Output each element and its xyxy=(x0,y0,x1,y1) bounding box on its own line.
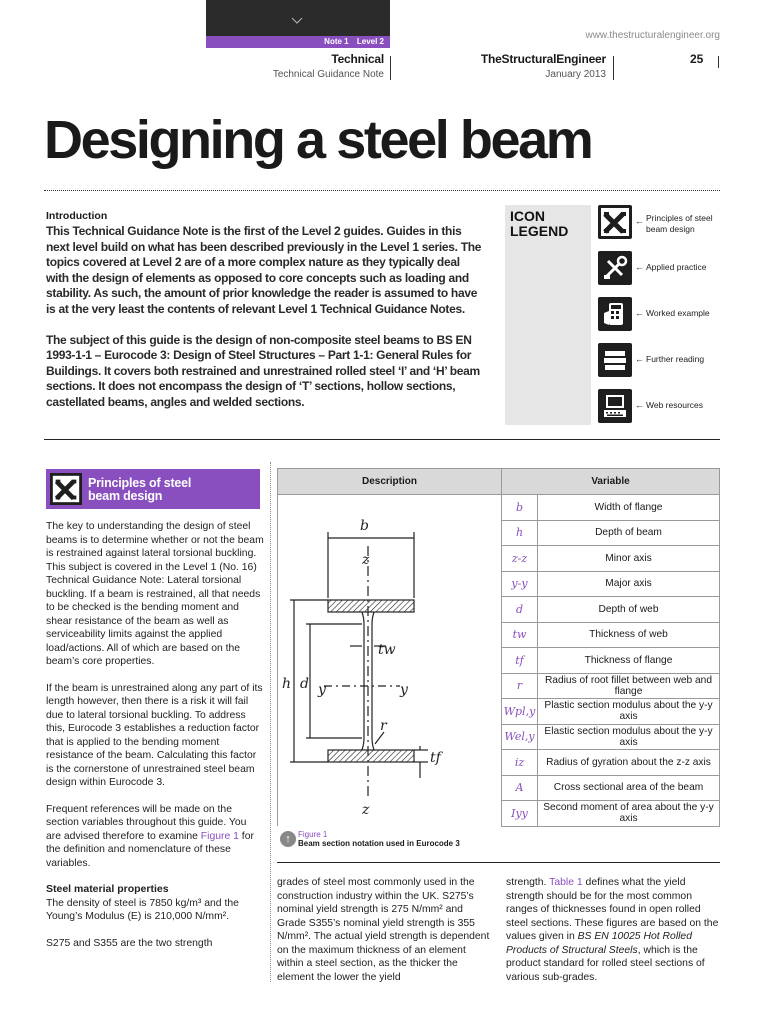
variable-meaning: Second moment of area about the y-y axis xyxy=(538,801,720,827)
principles-heading: Principles of steel beam design xyxy=(88,476,192,503)
label-b: b xyxy=(360,518,369,534)
variable-symbol: y-y xyxy=(502,571,538,597)
variable-symbol: Wel,y xyxy=(502,724,538,750)
introduction xyxy=(46,210,484,411)
icon-legend-panel xyxy=(505,205,591,425)
header-divider xyxy=(613,56,614,80)
tools-icon xyxy=(598,251,632,285)
variable-meaning: Radius of gyration about the z-z axis xyxy=(538,750,720,776)
label-tf: tf xyxy=(430,750,441,766)
legend-item-worked: ← Worked example xyxy=(598,297,728,331)
legend-label: Principles of steel beam design xyxy=(646,213,713,234)
label-r: r xyxy=(380,718,387,734)
section-name: Technical xyxy=(331,52,384,66)
body-paragraph: S275 and S355 are the two strength xyxy=(46,937,213,949)
note-level-strip xyxy=(206,36,390,48)
body-paragraph: If the beam is unrestrained along any part of its length however, then there is a risk it will fail due to lateral torsional buckling. To address this, Eurocode 3 establishes a reduction factor that is applied to the bending moment resistance of the beam. Calculating this factor is the cornerstone of unrestrained steel beam design within Eurocode 3. xyxy=(46,682,263,788)
figure-label: Figure 1 xyxy=(298,830,328,839)
col-description: Description xyxy=(278,469,502,495)
variable-symbol: tf xyxy=(502,648,538,674)
label-h: h xyxy=(282,676,292,692)
magazine-header xyxy=(440,52,606,80)
intro-paragraph: The subject of this guide is the design of non-composite steel beams to BS EN 1993-1-1 – Eurocode 3: Design of Steel Structures – Part 1-1: General Rules for Buildings. It covers both restrained and unrestrained rolled steel ‘I’ and ‘H’ beam sections. It does not encompass the design of ‘T’ sections, hollow sections, castellated beams, angles and welded sections. xyxy=(46,332,480,409)
column-divider xyxy=(270,462,271,982)
legend-item-principles: ← Principles of steel beam design xyxy=(598,205,728,239)
computer-icon xyxy=(598,389,632,423)
chevron-down-icon xyxy=(290,14,304,28)
legend-label: Further reading xyxy=(646,354,705,364)
calculator-hand-icon xyxy=(598,297,632,331)
variable-meaning: Thickness of web xyxy=(538,622,720,648)
cross-beams-icon xyxy=(598,205,632,239)
note-label: Note 1 xyxy=(324,37,349,46)
legend-item-web: ← Web resources xyxy=(598,389,728,423)
variable-meaning: Radius of root fillet between web and flange xyxy=(538,673,720,699)
variable-meaning: Major axis xyxy=(538,571,720,597)
dotted-divider xyxy=(44,190,720,191)
table-1-link[interactable]: Table 1 xyxy=(549,877,583,888)
section-subtitle: Technical Guidance Note xyxy=(272,69,384,80)
section-divider xyxy=(44,439,720,440)
legend-label: Worked example xyxy=(646,308,710,318)
header-divider xyxy=(718,56,719,68)
level-label: Level 2 xyxy=(356,37,384,46)
site-url[interactable]: www.thestructuralengineer.org xyxy=(585,30,720,41)
page-title: Designing a steel beam xyxy=(44,110,592,170)
section-header xyxy=(250,52,384,80)
variable-symbol: r xyxy=(502,673,538,699)
variable-meaning: Depth of beam xyxy=(538,520,720,546)
label-d: d xyxy=(300,676,309,692)
cross-beams-icon xyxy=(50,473,82,505)
variable-meaning: Depth of web xyxy=(538,597,720,623)
figure-1-link[interactable]: Figure 1 xyxy=(200,830,239,842)
section-divider xyxy=(277,862,720,863)
beam-section-sketch xyxy=(280,498,460,822)
steel-properties-heading: Steel material properties xyxy=(46,883,169,895)
intro-heading: Introduction xyxy=(46,210,108,222)
variable-meaning: Elastic section modulus about the y-y axis xyxy=(538,724,720,750)
variable-symbol: b xyxy=(502,495,538,521)
intro-paragraph: This Technical Guidance Note is the first of the Level 2 guides. Guides in this next level build on what has been described previously in the Level 1 series. The topics covered at Level 2 are of a more complex nature as they typically deal with the design of elements as opposed to core concepts such as loading and stability. As such, the amount of prior knowledge the reader is assumed to have is at the very least the contents of relevant Level 1 Technical Guidance Notes. xyxy=(46,224,482,316)
body-paragraph: Frequent references will be made on the section variables throughout this guide. You are advised therefore to examine Figure 1 for the definition and nomenclature of these variables. xyxy=(46,803,254,869)
label-y-right: y xyxy=(400,682,408,698)
label-z-top: z xyxy=(362,552,370,568)
variable-symbol: Wpl,y xyxy=(502,699,538,725)
variable-symbol: iz xyxy=(502,750,538,776)
books-icon xyxy=(598,343,632,377)
label-tw: tw xyxy=(378,642,396,658)
body-paragraph: The density of steel is 7850 kg/m³ and the Young’s Modulus (E) is 210,000 N/mm². xyxy=(46,897,239,922)
body-paragraph: The key to understanding the design of steel beams is to determine whether or not the beam is restrained against lateral torsional buckling. This subject is covered in the Level 1 (No. 16) Technical Guidance Note: Lateral torsional buckling. If a beam is restrained, all that needs to be checked is the bending moment and shear resistance of the beam as well as serviceability limits against the applied load/actions. All of which are based on the beam’s core properties. xyxy=(46,521,264,667)
variable-symbol: z-z xyxy=(502,546,538,572)
magazine-name: TheStructuralEngineer xyxy=(480,52,606,66)
col-variable: Variable xyxy=(502,469,720,495)
variable-symbol: Iyy xyxy=(502,801,538,827)
variable-meaning: Thickness of flange xyxy=(538,648,720,674)
variable-meaning: Cross sectional area of the beam xyxy=(538,775,720,801)
header-divider xyxy=(390,56,391,80)
figure-caption-text: Beam section notation used in Eurocode 3 xyxy=(298,839,460,848)
principles-section-header xyxy=(46,469,260,509)
body-column: strength. Table 1 defines what the yield strength should be for the most common ranges of thicknesses found in open rolled steel sections. These figures are based on the values given in BS EN 10025 Hot Rolled Products of Structural Steels, which is the product standard for rolled steel sections of various sub-grades. xyxy=(506,877,719,983)
variable-symbol: h xyxy=(502,520,538,546)
legend-item-applied: ← Applied practice xyxy=(598,251,728,285)
variable-symbol: tw xyxy=(502,622,538,648)
legend-item-reading: ← Further reading xyxy=(598,343,728,377)
arrow-up-icon: ↑ xyxy=(280,831,296,847)
principles-body xyxy=(46,520,264,950)
icon-legend-title: ICON LEGEND xyxy=(510,208,569,239)
header-dark-bar xyxy=(206,0,390,36)
variable-meaning: Width of flange xyxy=(538,495,720,521)
variable-symbol: d xyxy=(502,597,538,623)
variable-symbol: A xyxy=(502,775,538,801)
label-z-bottom: z xyxy=(362,802,370,818)
issue-date: January 2013 xyxy=(545,69,606,80)
body-column: grades of steel most commonly used in the construction industry within the UK. S275’s nominal yield strength is 275 N/mm² and Grade S355’s nominal yield strength is 355 N/mm². The actual yield strength is dependent on the maximum thickness of an element within a steel section, as the thicker the element the lower the yield xyxy=(277,877,490,983)
variable-meaning: Plastic section modulus about the y-y axis xyxy=(538,699,720,725)
page-number: 25 xyxy=(690,52,704,66)
label-y-left: y xyxy=(318,682,326,698)
legend-label: Applied practice xyxy=(646,262,707,272)
legend-label: Web resources xyxy=(646,400,704,410)
variable-meaning: Minor axis xyxy=(538,546,720,572)
standard-title: BS EN 10025 Hot Rolled Products of Structural Steels xyxy=(506,931,692,956)
